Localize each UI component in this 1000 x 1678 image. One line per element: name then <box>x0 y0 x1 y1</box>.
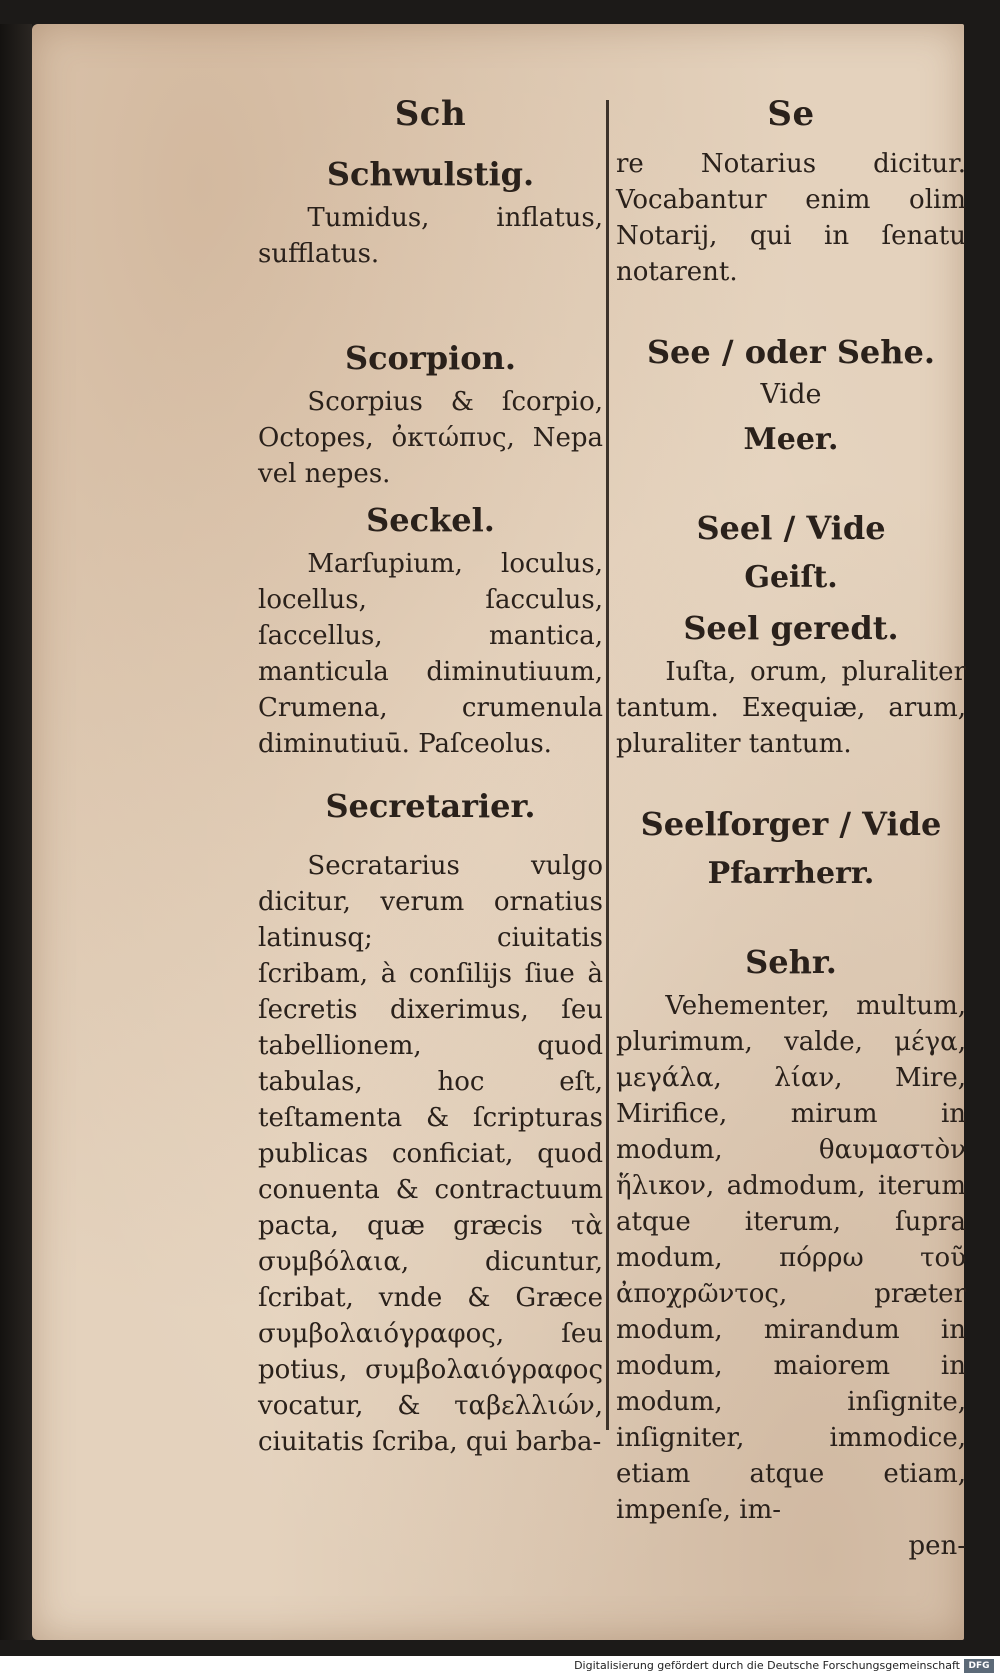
headword-sehr: Sehr. <box>745 943 837 981</box>
running-head-right: Se <box>767 94 815 134</box>
headword-seckel: Seckel. <box>366 501 495 539</box>
entry-text-seckel: Marſupium, loculus, locellus, ſacculus, ſaccellus, mantica, manticula diminutiuum, Crumena, crumenula diminutiuū. Paſceolus. <box>258 549 603 759</box>
running-head-left: Sch <box>394 94 467 134</box>
book-spine-shadow <box>0 24 32 1640</box>
funding-credit: Digitalisierung gefördert durch die Deutsche Forschungsgemeinschaft <box>574 1659 960 1672</box>
headword-secretarier: Secretarier. <box>325 787 536 825</box>
headword-schwulstig: Schwulstig. <box>326 155 535 193</box>
dfg-logo: DFG <box>964 1659 994 1673</box>
headword-scorpion: Scorpion. <box>344 339 517 377</box>
cross-ref-geist: Geiſt. <box>744 560 838 595</box>
cross-ref-meer: Meer. <box>743 422 839 457</box>
catchword: pen- <box>908 1531 966 1561</box>
headword-see: See / oder Sehe. <box>646 333 936 371</box>
left-column <box>258 96 603 1460</box>
headword-seel-geredt: Seel geredt. <box>683 609 899 647</box>
headword-seel: Seel / Vide <box>696 509 886 547</box>
entry-text-seel-geredt: Iuſta, orum, pluraliter tantum. Exequiæ, arum, pluraliter tantum. <box>616 657 966 759</box>
entry-text-scorpion: Scorpius & ſcorpio, Octopes, ὀκτώπυς, Nepa vel nepes. <box>258 387 603 489</box>
entry-text-secretarier: Secratarius vulgo dicitur, verum ornatius latinusq; ciuitatis ſcribam, à conſilijs ſiue à ſecretis dixerimus, ſeu tabellionem, quod tabulas, hoc eſt, teſtamenta & ſcripturas publicas conficiat, quod conuenta & contractuum pacta, quæ græcis τὰ συμβόλαια, dicuntur, ſcribat, vnde & Græce συμβολαιόγραφος, ſeu potius, συμβολαιόγραφος vocatur, & ταβελλιών, ciuitatis ſcriba, qui barba- <box>258 851 603 1457</box>
entry-text-schwulstig: Tumidus, inflatus, sufflatus. <box>258 203 603 269</box>
entry-text-sehr: Vehementer, multum, plurimum, valde, μέγα, μεγάλα, λίαν, Mire, Mirifice, mirum in modum, θαυμαστὸν ἥλικον, admodum, iterum atque iterum, ſupra modum, πόρρω τοῦ ἀποχρῶντος, præter modum, mirandum in modum, maiorem in modum, inſignite, inſigniter, immodice, etiam atque etiam, impenſe, im- <box>616 991 966 1525</box>
cross-ref-pfarrherr: Pfarrherr. <box>707 856 875 891</box>
right-column <box>616 96 966 1564</box>
continuation-text: re Notarius dicitur. Vocabantur enim olim Notarij, qui in ſenatu notarent. <box>616 149 966 287</box>
vide-label: Vide <box>760 379 822 410</box>
headword-seelsorger: Seelſorger / Vide <box>640 805 942 843</box>
column-rule <box>606 100 609 1430</box>
